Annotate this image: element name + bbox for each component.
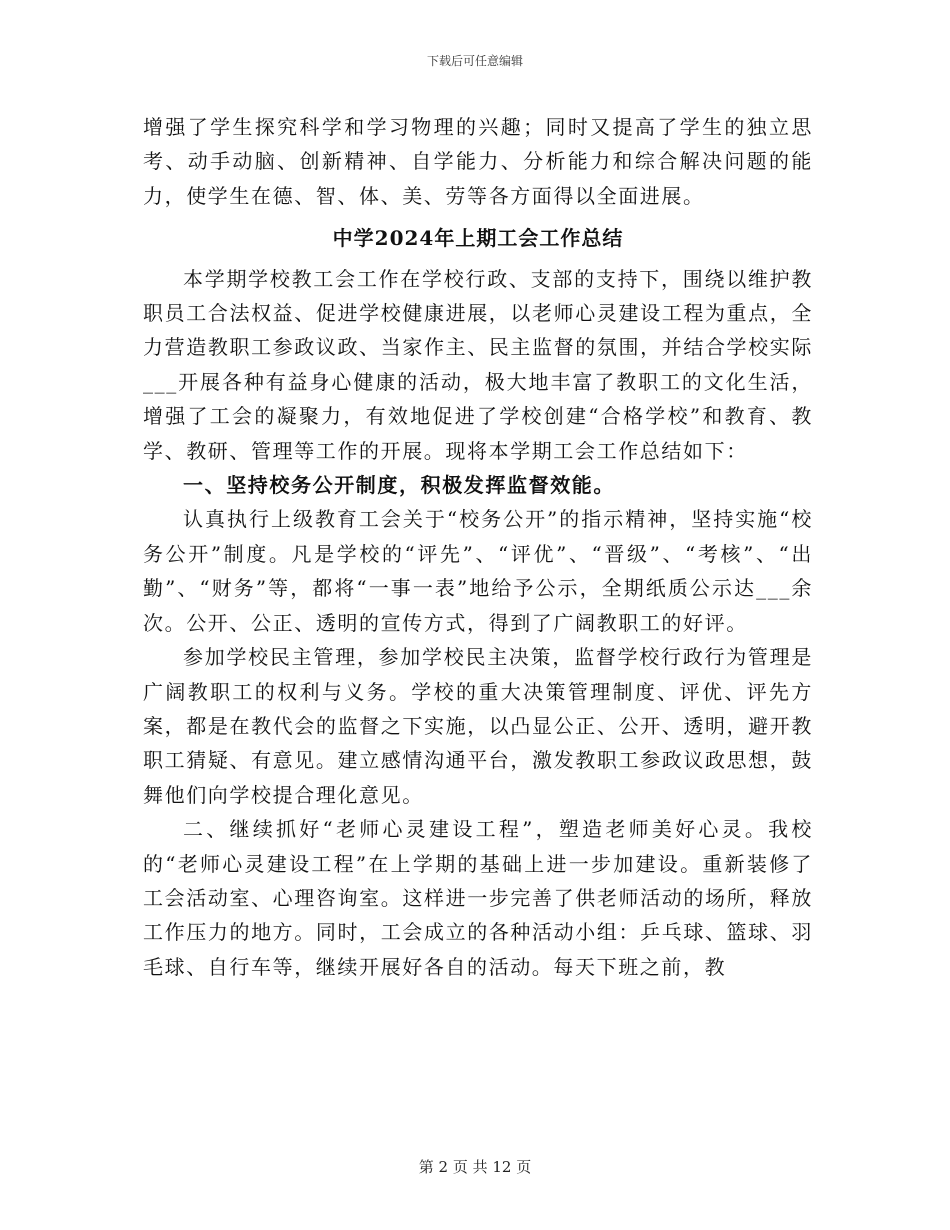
- page-header-note: 下载后可任意编辑: [426, 54, 523, 68]
- section-heading-1: 一、坚持校务公开制度，积极发挥监督效能。: [183, 473, 615, 498]
- paragraph-2: 认真执行上级教育工会关于“校务公开”的指示精神，坚持实施“校务公开”制度。凡是学校的“评先”、“评优”、“晋级”、“考核”、“出勤”、“财务”等，都将“一事一表”地给予公示，全期纸质公示达___余次。公开、公正、透明的宣传方式，得到了广阔教职工的好评。: [143, 507, 813, 635]
- intro-paragraph: 增强了学生探究科学和学习物理的兴趣；同时又提高了学生的独立思考、动手动脑、创新精神、自学能力、分析能力和综合解决问题的能力，使学生在德、智、体、美、劳等各方面得以全面进展。: [143, 115, 813, 208]
- paragraph-1: 本学期学校教工会工作在学校行政、支部的支持下，围绕以维护教职员工合法权益、促进学校健康进展，以老师心灵建设工程为重点，全力营造教职工参政议政、当家作主、民主监督的氛围，并结合学校实际___开展各种有益身心健康的活动，极大地丰富了教职工的文化生活，增强了工会的凝聚力，有效地促进了学校创建“合格学校”和教育、教学、教研、管理等工作的开展。现将本学期工会工作总结如下：: [143, 266, 813, 463]
- paragraph-4: 二、继续抓好“老师心灵建设工程”，塑造老师美好心灵。我校的“老师心灵建设工程”在上学期的基础上进一步加建设。重新装修了工会活动室、心理咨询室。这样进一步完善了供老师活动的场所，释放工作压力的地方。同时，工会成立的各种活动小组：乒乓球、篮球、羽毛球、自行车等，继续开展好各自的活动。每天下班之前，教: [143, 817, 813, 979]
- document-title: 中学2024年上期工会工作总结: [332, 226, 624, 251]
- document-body: [143, 110, 813, 984]
- paragraph-3: 参加学校民主管理，参加学校民主决策，监督学校行政行为管理是广阔教职工的权利与义务。学校的重大决策管理制度、评优、评先方案，都是在教代会的监督之下实施，以凸显公正、公开、透明，避开教职工猜疑、有意见。建立感情沟通平台，激发教职工参政议政思想，鼓舞他们向学校提合理化意见。: [143, 645, 813, 807]
- page-number: 第 2 页 共 12 页: [418, 1158, 532, 1176]
